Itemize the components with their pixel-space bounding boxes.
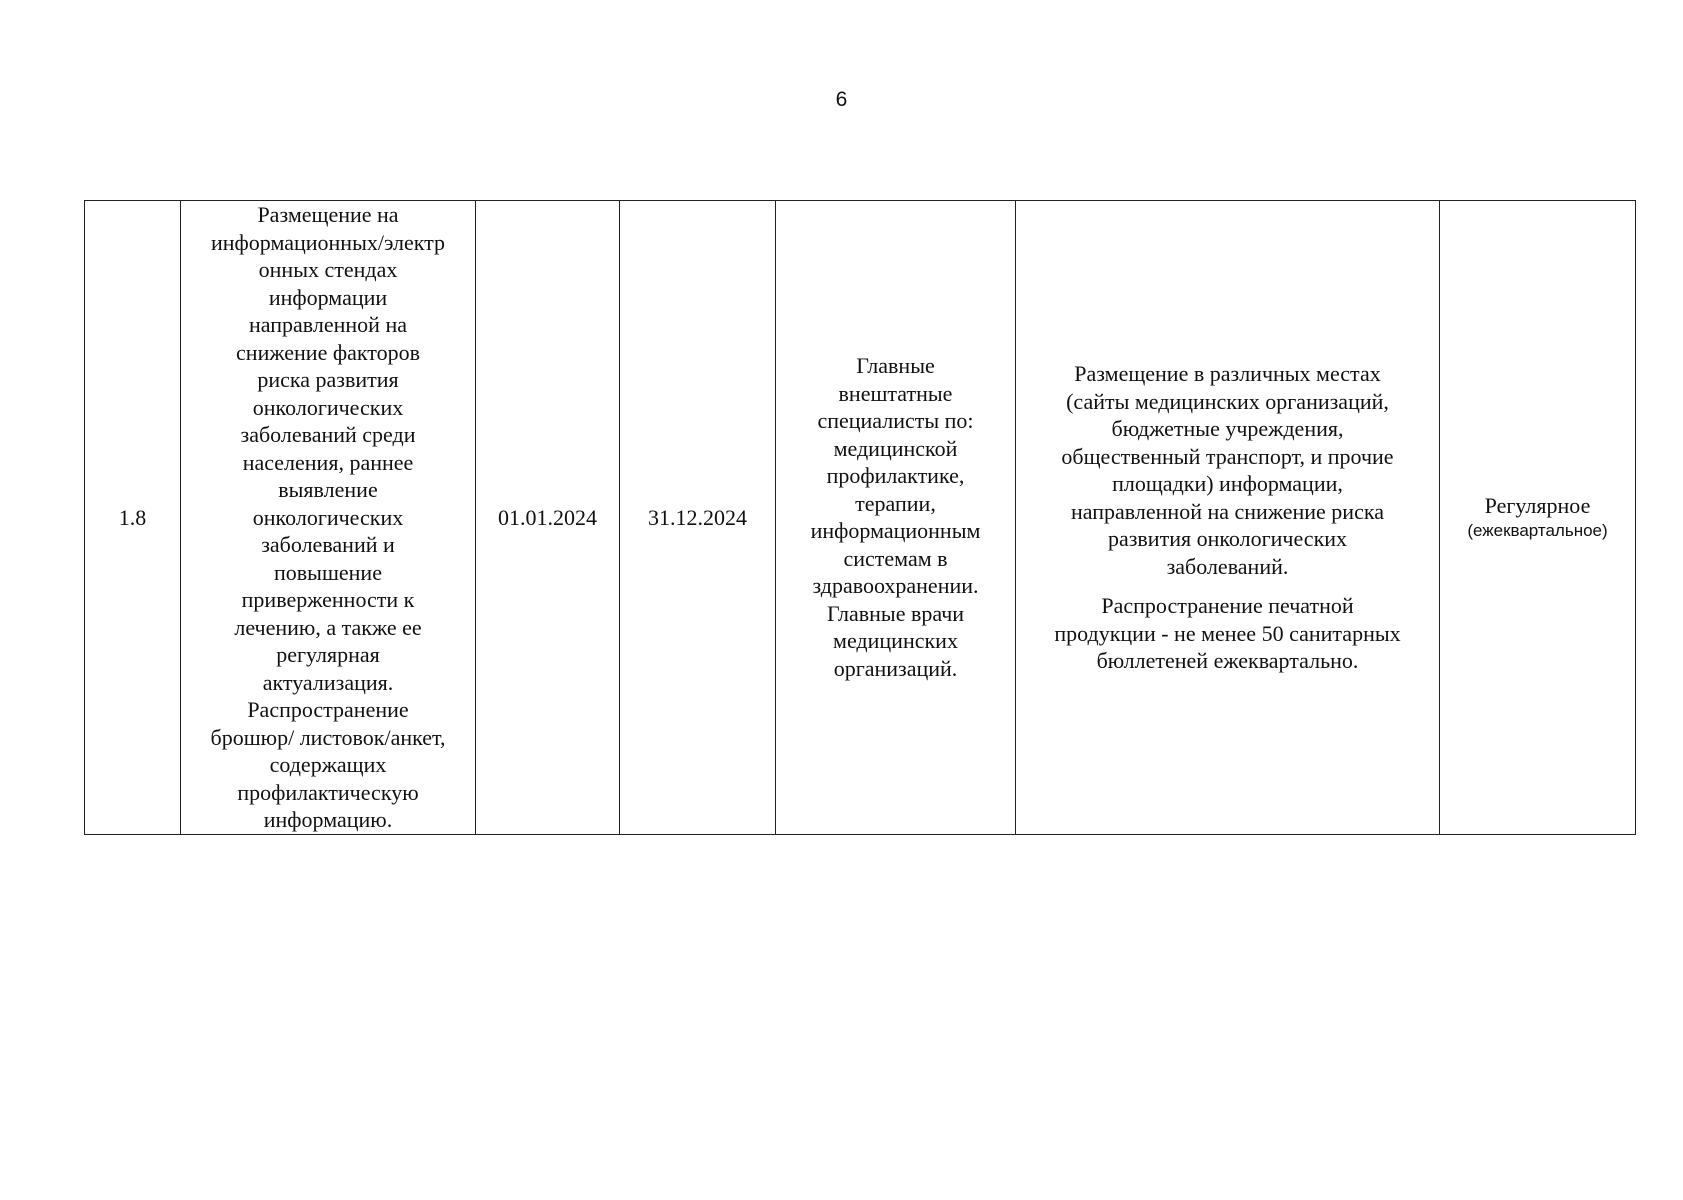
activity-description-cell [181, 201, 476, 835]
expected-result-paragraph: Размещение в различных местах (сайты медицинских организаций, бюджетные учреждения, общественный транспорт, и прочие площадки) информации, направленной на снижение риска развития онкологических заболеваний. [1061, 361, 1394, 579]
responsible-persons: Главные внештатные специалисты по: медицинской профилактике, терапии, информационным системам в здравоохранении. Главные врачи медицинских организаций. [810, 353, 981, 681]
end-date-cell [620, 201, 776, 835]
page-number: 6 [835, 88, 848, 111]
periodicity-cell [1440, 201, 1636, 835]
row-number-cell [85, 201, 181, 835]
activity-description: Размещение на информационных/электр онных стендах информации направленной на снижение факторов риска развития онкологических заболеваний среди населения, раннее выявление онкологических заболеваний и повышение приверженности к лечению, а также ее регулярная актуализация. Распространение брошюр/ листовок/анкет, содержащих профилактическую информацию. [210, 202, 446, 832]
start-date: 01.01.2024 [498, 504, 597, 530]
expected-result-paragraph: Распространение печатной продукции - не менее 50 санитарных бюллетеней ежеквартально. [1054, 593, 1401, 673]
row-number: 1.8 [118, 504, 147, 530]
periodicity: Регулярное [1484, 492, 1591, 518]
end-date: 31.12.2024 [648, 504, 747, 530]
responsible-cell [776, 201, 1016, 835]
activity-table [84, 200, 1636, 835]
start-date-cell [476, 201, 620, 835]
expected-result-cell [1016, 201, 1440, 835]
table-row [85, 201, 1636, 835]
periodicity-note: (ежеквартальное) [1467, 521, 1608, 540]
